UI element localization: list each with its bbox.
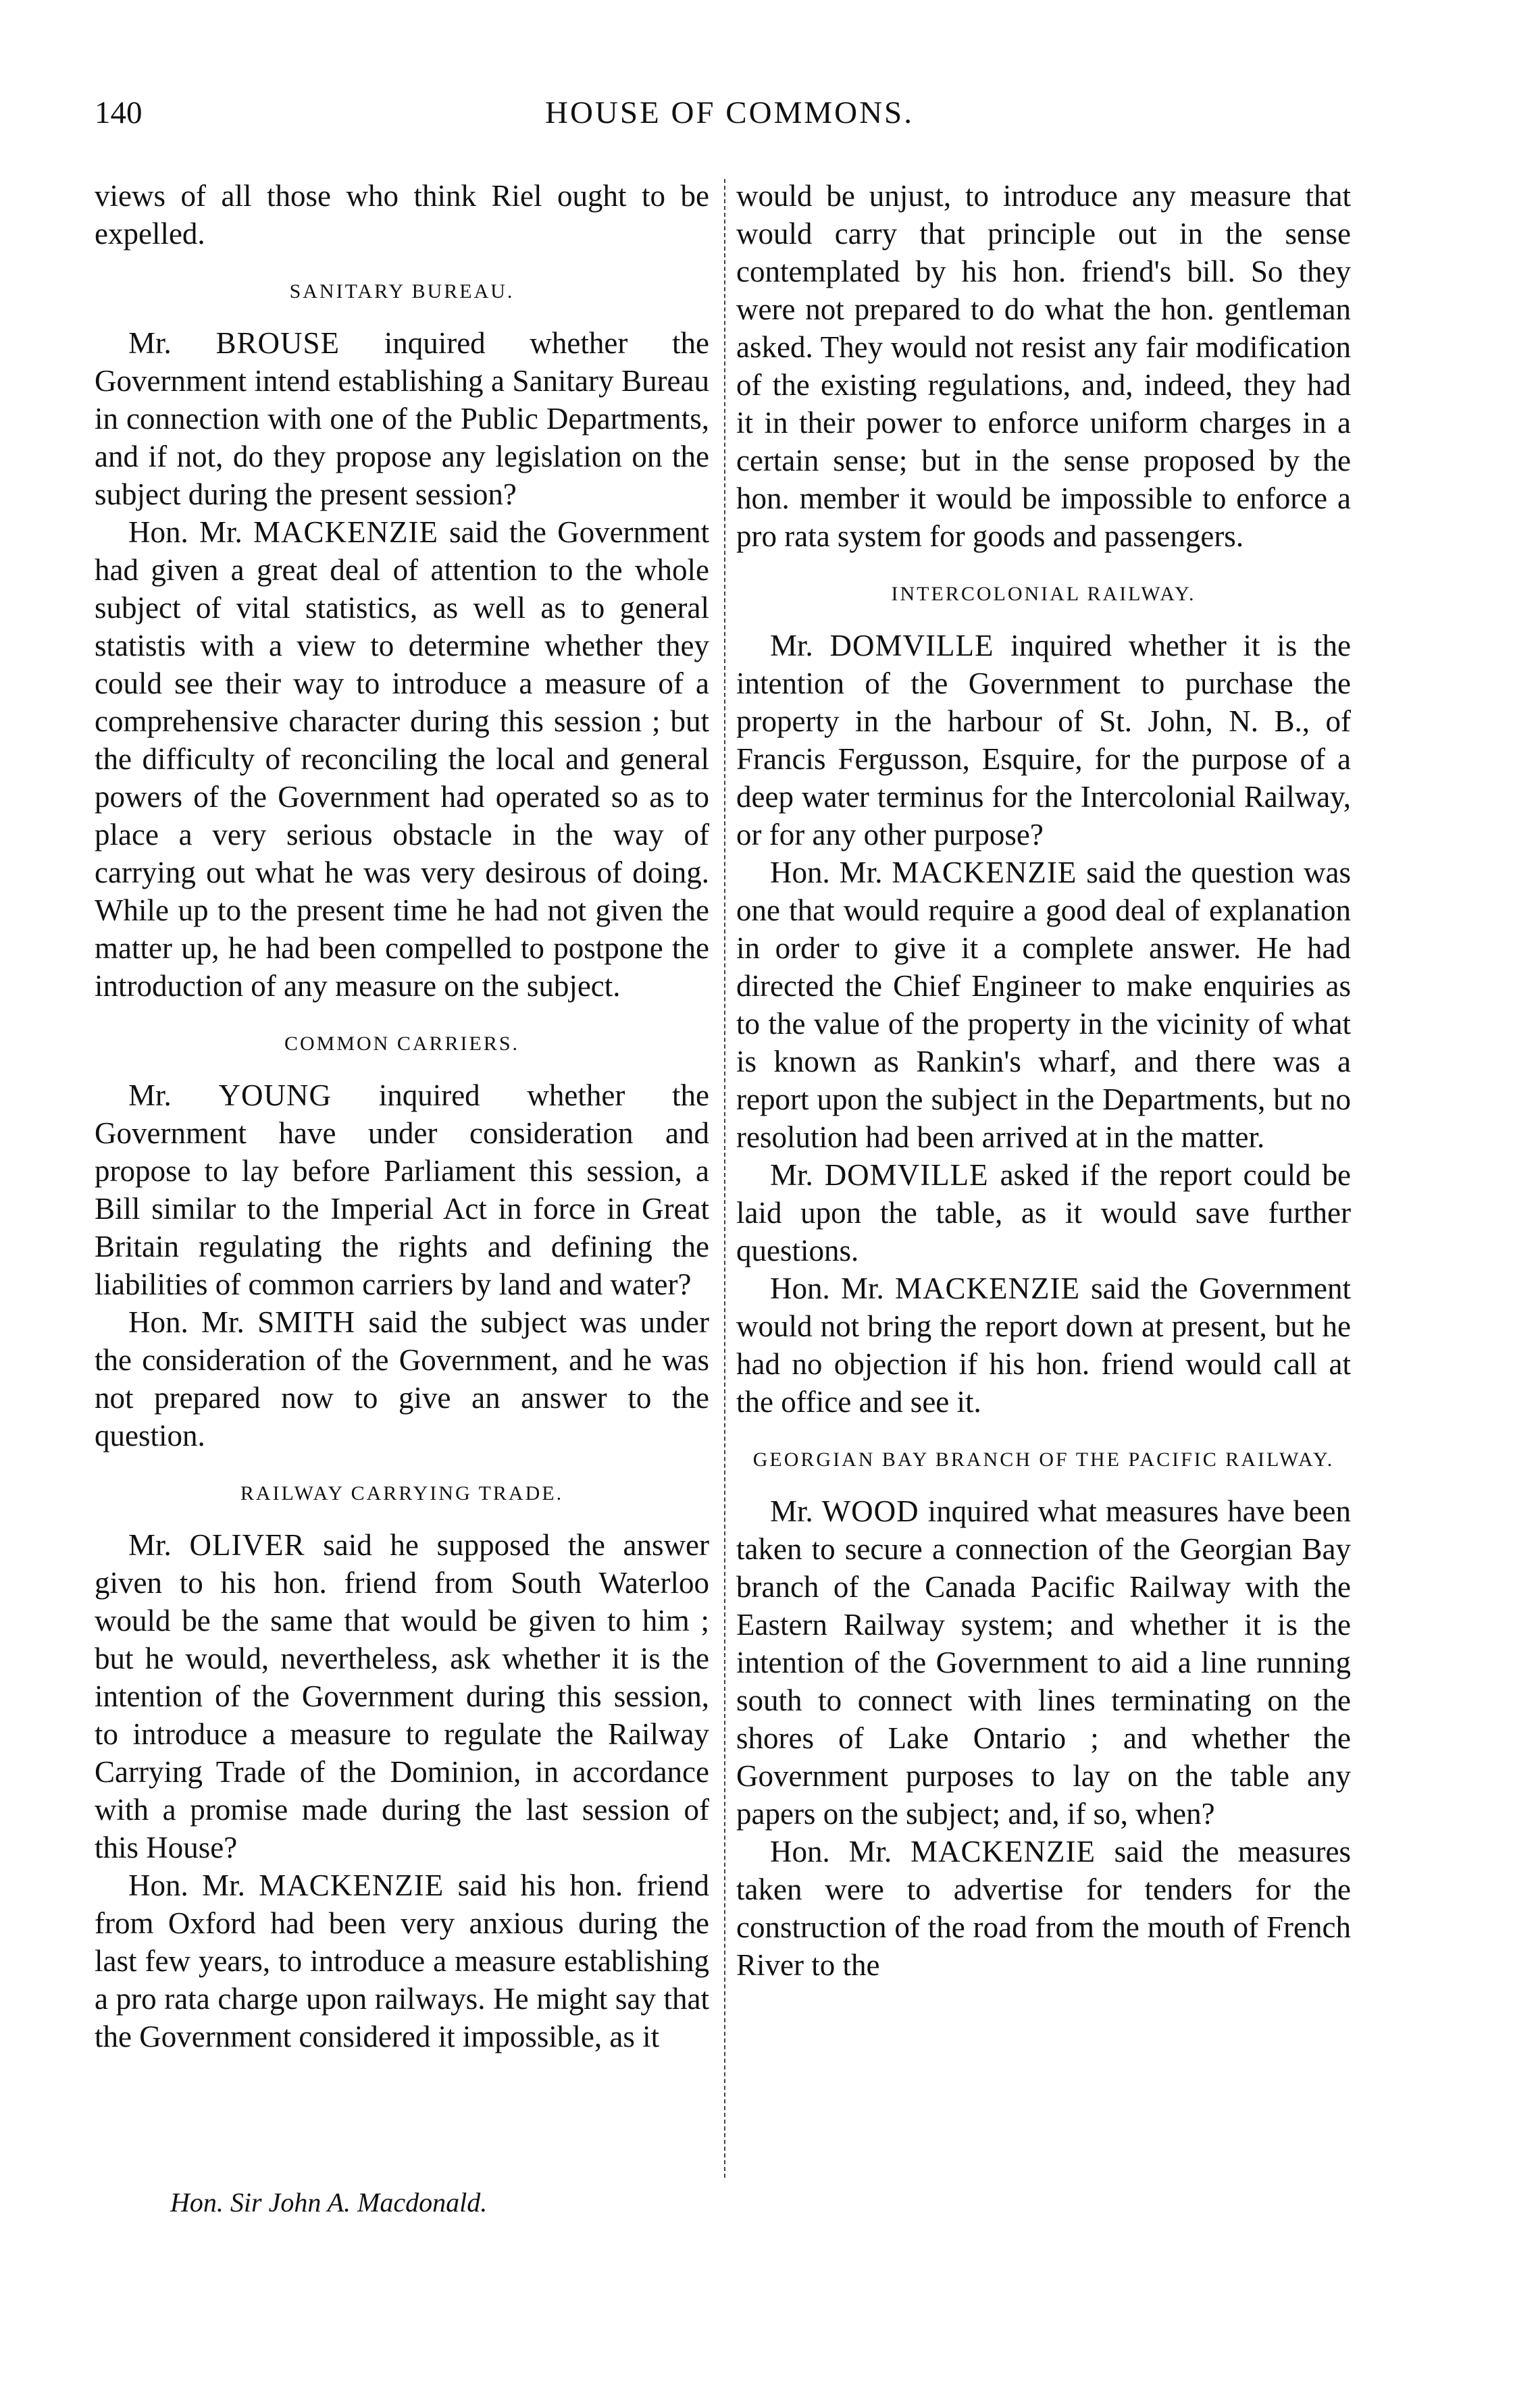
page-number: 140	[95, 95, 143, 130]
speaker-title: Mr.	[128, 1078, 219, 1112]
paragraph-text: inquired whether the Government have under consideration and propose to lay before Parliament this session, a Bill similar to the Imperial Act in force in Great Britain regulating the rights and defining the liabilities of common carriers by land and water?	[95, 1078, 709, 1301]
paragraph-text: inquired whether it is the intention of the Government to purchase the property in the harbour of St. John, N. B., of Francis Fergusson, Esquire, for the purpose of a deep water terminus for the Intercolonial Railway, or for any other purpose?	[736, 629, 1352, 852]
speaker-name: DOMVILLE	[829, 629, 994, 662]
speaker-title: Hon. Mr.	[128, 515, 253, 549]
paragraph-text: views of all those who think Riel ought to be expelled.	[95, 179, 709, 251]
section-heading: RAILWAY CARRYING TRADE.	[240, 1482, 564, 1504]
speaker-name: MACKENZIE	[894, 1272, 1080, 1305]
speaker-name: SMITH	[257, 1305, 356, 1339]
page-header	[95, 95, 1364, 142]
paragraph-text: said the subject was under the consideration of the Government, and he was not prepared now to give an answer to the question.	[95, 1305, 710, 1452]
paragraph-text: inquired whether the Government intend establishing a Sanitary Bureau in connection with one of the Public Departments, and if not, do they propose any legislation on the subject during the present session?	[95, 326, 709, 511]
speaker-title: Mr.	[128, 1528, 190, 1562]
paragraph	[736, 1833, 1351, 1984]
speaker-title: Hon. Mr.	[770, 856, 892, 889]
speaker-title: Hon. Mr.	[128, 1868, 259, 1902]
running-title: HOUSE OF COMMONS.	[545, 95, 914, 130]
speaker-name: MACKENZIE	[253, 515, 438, 549]
section-heading: COMMON CARRIERS.	[284, 1032, 520, 1055]
paragraph-text: said the Government had given a great deal of attention to the whole subject of vital statistics, as well as to general statistis with a view to determine whether they could see their way to introduce a measure of a comprehensive character during this session ; but the difficulty of reconciling the local and general powers of the Government had operated so as to place a very serious obstacle in the way of carrying out what he was very desirous of doing. While up to the present time he had not given the matter up, he had been compelled to postpone the introduction of any measure on the subject.	[95, 515, 710, 1003]
speaker-title: Mr.	[128, 326, 216, 360]
paragraph-text: asked if the report could be laid upon the table, as it would save further questions.	[736, 1158, 1351, 1267]
section-heading: INTERCOLONIAL RAILWAY.	[891, 583, 1196, 605]
section-heading: SANITARY BUREAU.	[289, 280, 515, 303]
left-column	[95, 177, 709, 2056]
paragraph	[736, 854, 1351, 1156]
section-heading: GEORGIAN BAY BRANCH OF THE PACIFIC RAILWAY.	[752, 1448, 1335, 1471]
speaker-title: Hon. Mr.	[770, 1272, 895, 1305]
paragraph-text: said he supposed the answer given to his hon. friend from South Waterloo would be the same that would be given to him ; but he would, nevertheless, ask whether it is the intention of the Government during this session, to introduce a measure to regulate the Railway Carrying Trade of the Dominion, in accordance with a promise made during the last session of this House?	[95, 1528, 709, 1864]
paragraph	[95, 513, 709, 1005]
paragraph	[95, 177, 709, 253]
paragraph	[95, 1866, 709, 2056]
speaker-name: YOUNG	[218, 1078, 332, 1112]
speaker-name: BROUSE	[215, 326, 340, 360]
right-column	[736, 177, 1351, 1984]
paragraph	[95, 1303, 709, 1455]
column-divider	[724, 179, 725, 2178]
paragraph-text: said the measures taken were to advertise for tenders for the construction of the road from the mouth of French River to the	[736, 1835, 1351, 1982]
speaker-title: Mr.	[770, 629, 830, 662]
paragraph	[95, 1526, 709, 1866]
paragraph-text: would be unjust, to introduce any measure that would carry that principle out in the sense contemplated by his hon. friend's bill. So they were not prepared to do what the hon. gentleman asked. They would not resist any fair modification of the existing regulations, and, indeed, they had it in their power to enforce uniform charges in a certain sense; but in the sense proposed by the hon. member it would be impossible to enforce a pro rata system for goods and passengers.	[736, 179, 1351, 553]
paragraph	[736, 627, 1351, 854]
paragraph-text: said the question was one that would require a good deal of explanation in order to give it a complete answer. He had directed the Chief Engineer to make enquiries as to the value of the property in the vicinity of what is known as Rankin's wharf, and there was a report upon the subject in the Departments, but no resolution had been arrived at in the matter.	[736, 856, 1351, 1154]
paragraph	[736, 177, 1351, 555]
paragraph	[736, 1270, 1351, 1421]
speaker-name: OLIVER	[189, 1528, 305, 1562]
paragraph-text: inquired what measures have been taken to secure a connection of the Georgian Bay branch of the Canada Pacific Railway with the Eastern Railway system; and whether it is the intention of the Government to aid a line running south to connect with lines terminating on the shores of Lake Ontario ; and whether the Government purposes to lay on the table any papers on the subject; and, if so, when?	[736, 1494, 1352, 1831]
paragraph	[736, 1492, 1351, 1833]
speaker-title: Mr.	[770, 1494, 822, 1528]
paragraph	[95, 324, 709, 513]
speaker-title: Mr.	[770, 1158, 825, 1192]
paragraph-text: said his hon. friend from Oxford had been very anxious during the last few years, to introduce a measure establishing a pro rata charge upon railways. He might say that the Government considered it impossible, as it	[95, 1868, 710, 2053]
footer-note: Hon. Sir John A. Macdonald.	[170, 2187, 488, 2218]
paragraph	[95, 1076, 709, 1303]
paragraph	[736, 1156, 1351, 1270]
speaker-title: Hon. Mr.	[128, 1305, 258, 1339]
speaker-title: Hon. Mr.	[770, 1835, 911, 1868]
speaker-name: DOMVILLE	[824, 1158, 989, 1192]
speaker-name: MACKENZIE	[910, 1835, 1096, 1868]
speaker-name: WOOD	[821, 1494, 919, 1528]
speaker-name: MACKENZIE	[259, 1868, 444, 1902]
speaker-name: MACKENZIE	[892, 856, 1077, 889]
paragraph-text: said the Government would not bring the report down at present, but he had no objection if his hon. friend would call at the office and see it.	[736, 1272, 1352, 1419]
